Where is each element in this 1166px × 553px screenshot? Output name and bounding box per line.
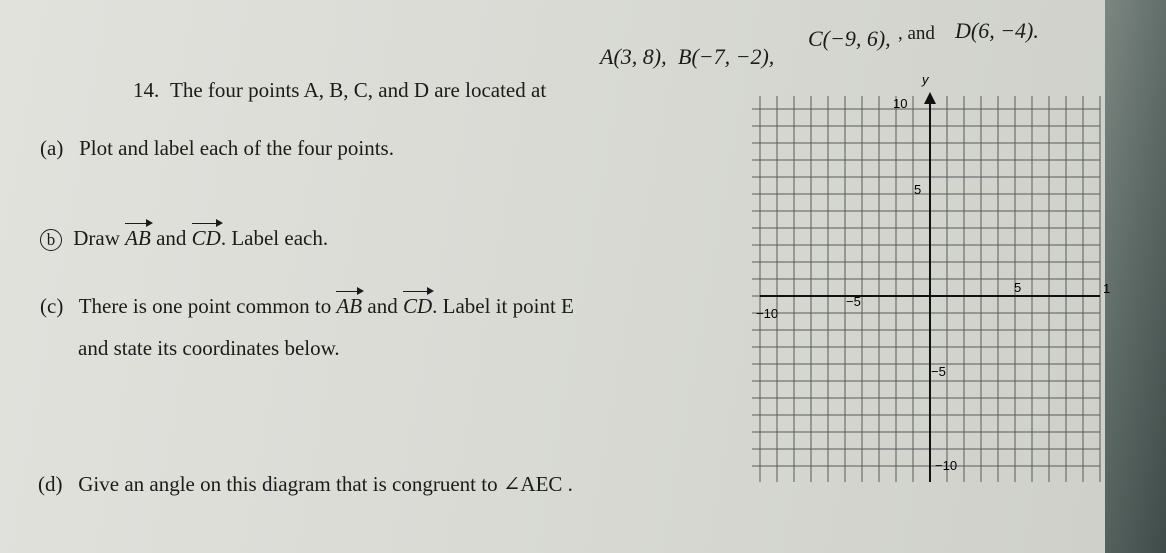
part-a-marker: (a): [40, 136, 64, 160]
part-c-and: and: [367, 294, 398, 318]
tick-y-neg5: −5: [931, 364, 946, 379]
y-axis-label: y: [922, 72, 929, 87]
part-c-line2: and state its coordinates below.: [78, 336, 340, 360]
tick-y-5: 5: [914, 182, 922, 197]
vector-ab: AB: [125, 226, 151, 250]
tick-x-neg5: −5: [846, 294, 861, 309]
y-axis-arrow-icon: [924, 92, 936, 104]
part-b-rest: . Label each.: [220, 226, 329, 250]
grid-lines: [752, 96, 1100, 482]
problem-number: 14.: [133, 78, 160, 102]
point-d-coords: D(6, −4).: [955, 18, 1039, 43]
problem-intro: The four points A, B, C, and D are located at: [170, 78, 547, 102]
tick-y-neg10: −10: [935, 458, 958, 473]
part-c-marker: (c): [40, 294, 64, 318]
tick-y-10: 10: [893, 96, 908, 111]
part-b-and: and: [156, 226, 187, 250]
vector-cd: CD: [191, 226, 221, 250]
tick-x-neg10: −10: [756, 306, 779, 321]
tick-x-5: 5: [1014, 280, 1022, 295]
vector-cd-c: CD: [402, 294, 433, 318]
and-word: , and: [898, 23, 935, 44]
part-b-draw: Draw: [73, 226, 120, 250]
part-d-marker: (d): [38, 472, 63, 496]
part-c-text1: There is one point common to: [78, 294, 332, 318]
part-c-text2: . Label it point E: [432, 294, 574, 318]
vector-ab-c: AB: [336, 294, 363, 318]
point-c-coords: C(−9, 6),: [808, 26, 891, 51]
part-d-text: Give an angle on this diagram that is congruent to ∠AEC .: [78, 472, 573, 496]
part-b-marker: b: [40, 229, 62, 251]
point-b-coords: B(−7, −2),: [678, 44, 775, 69]
point-a-coords: A(3, 8),: [600, 44, 667, 69]
part-a-text: Plot and label each of the four points.: [79, 136, 394, 160]
x-axis-tail-label: 1: [1103, 281, 1111, 296]
